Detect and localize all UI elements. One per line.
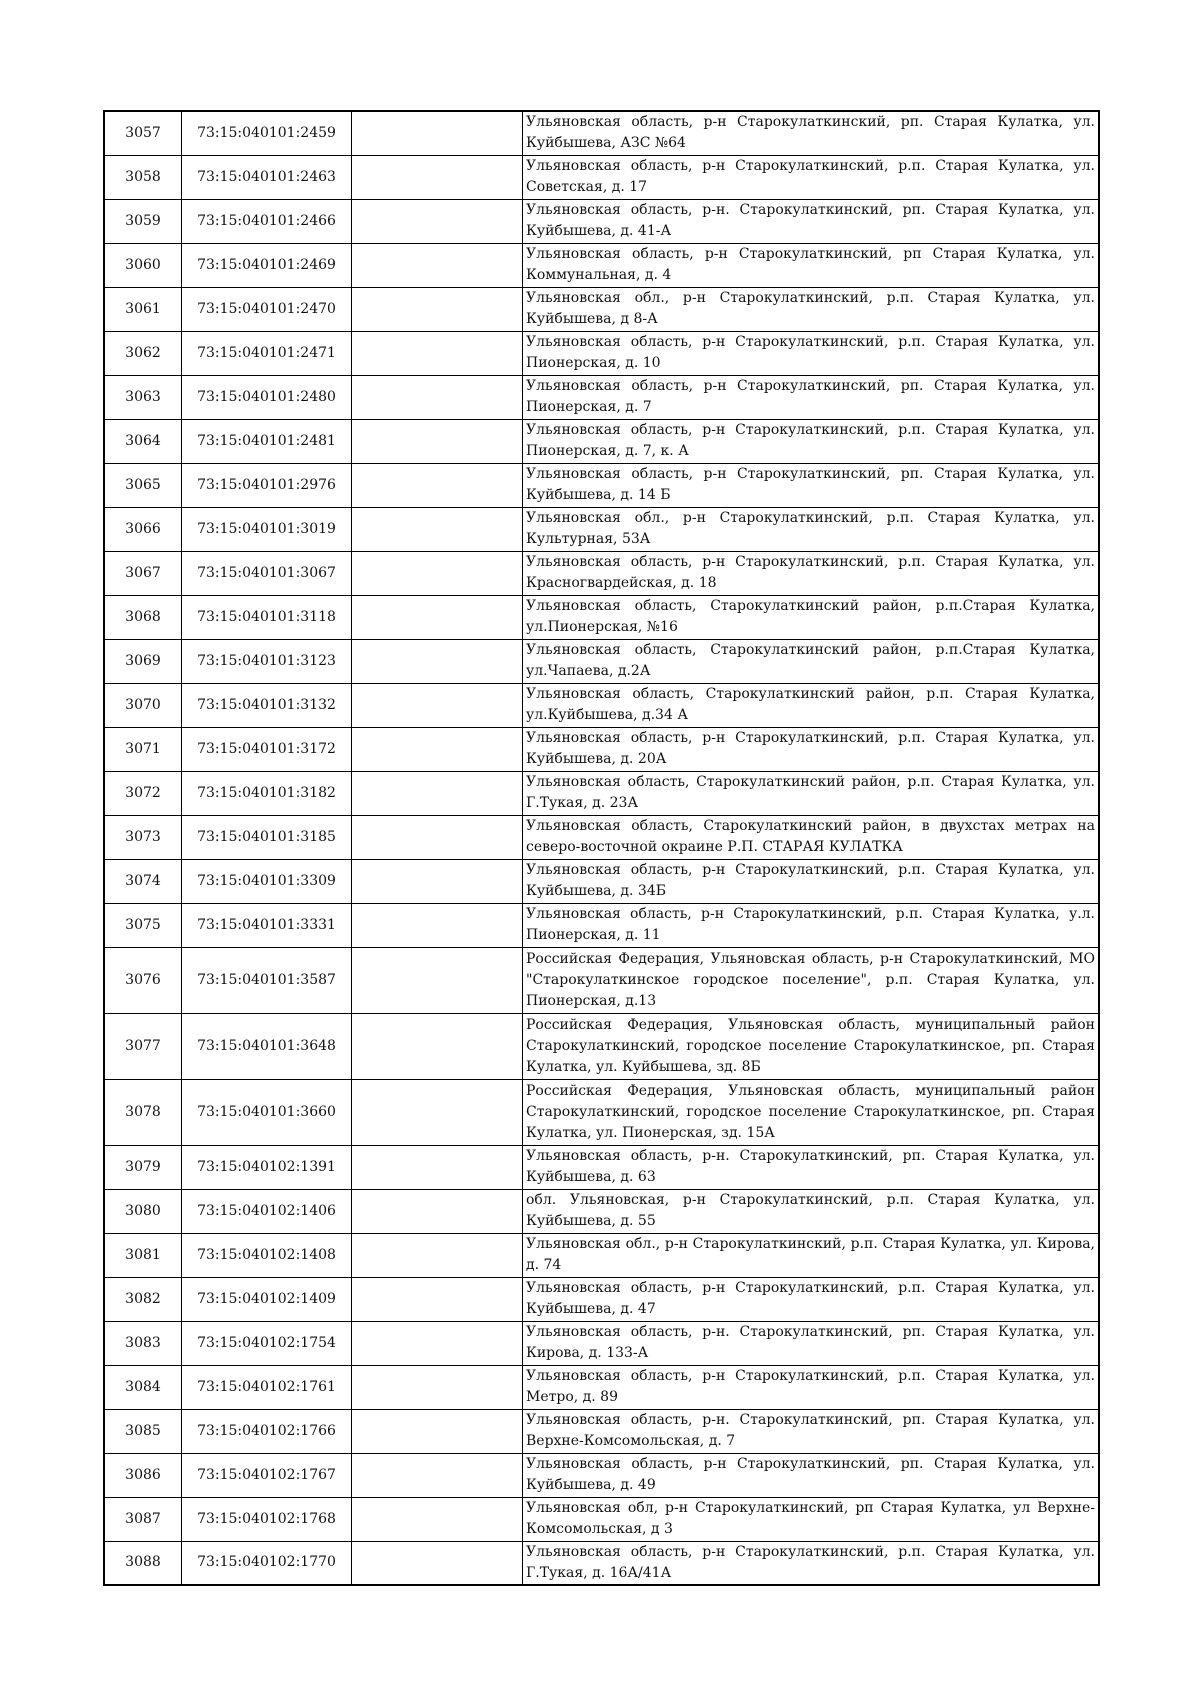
- cadastral-number-cell: 73:15:040101:3019: [182, 507, 352, 551]
- empty-cell: [352, 1497, 523, 1541]
- address-cell: Ульяновская область, р-н Старокулаткинский, р.п. Старая Кулатка, у.л. Пионерская, д. 11: [523, 903, 1100, 947]
- cadastral-number-cell: 73:15:040101:2480: [182, 375, 352, 419]
- row-number-cell: 3061: [104, 287, 182, 331]
- cadastral-number-cell: 73:15:040101:2466: [182, 199, 352, 243]
- address-cell: Ульяновская область, р-н Старокулаткинский, рп Старая Кулатка, ул. Коммунальная, д. 4: [523, 243, 1100, 287]
- registry-table: [103, 110, 1100, 1586]
- empty-cell: [352, 1453, 523, 1497]
- empty-cell: [352, 111, 523, 155]
- row-number-cell: 3080: [104, 1189, 182, 1233]
- row-number-cell: 3067: [104, 551, 182, 595]
- address-cell: Ульяновская область, р-н Старокулаткинский, р.п. Старая Кулатка, ул. Красногвардейская, д. 18: [523, 551, 1100, 595]
- row-number-cell: 3070: [104, 683, 182, 727]
- address-cell: Ульяновская обл., р-н Старокулаткинский, р.п. Старая Кулатка, ул. Культурная, 53А: [523, 507, 1100, 551]
- row-number-cell: 3087: [104, 1497, 182, 1541]
- table-row: [104, 727, 1099, 771]
- cadastral-number-cell: 73:15:040101:3182: [182, 771, 352, 815]
- row-number-cell: 3074: [104, 859, 182, 903]
- empty-cell: [352, 1079, 523, 1145]
- row-number-cell: 3077: [104, 1013, 182, 1079]
- cadastral-number-cell: 73:15:040101:2459: [182, 111, 352, 155]
- row-number-cell: 3088: [104, 1541, 182, 1585]
- table-row: [104, 1409, 1099, 1453]
- empty-cell: [352, 243, 523, 287]
- table-row: [104, 1365, 1099, 1409]
- row-number-cell: 3064: [104, 419, 182, 463]
- address-cell: Ульяновская обл., р-н Старокулаткинский, р.п. Старая Кулатка, ул. Кирова, д. 74: [523, 1233, 1100, 1277]
- empty-cell: [352, 507, 523, 551]
- table-row: [104, 1541, 1099, 1585]
- empty-cell: [352, 1233, 523, 1277]
- row-number-cell: 3086: [104, 1453, 182, 1497]
- empty-cell: [352, 683, 523, 727]
- row-number-cell: 3071: [104, 727, 182, 771]
- row-number-cell: 3078: [104, 1079, 182, 1145]
- table-row: [104, 1189, 1099, 1233]
- cadastral-number-cell: 73:15:040102:1754: [182, 1321, 352, 1365]
- table-row: [104, 1079, 1099, 1145]
- empty-cell: [352, 771, 523, 815]
- table-row: [104, 1145, 1099, 1189]
- table-row: [104, 1277, 1099, 1321]
- row-number-cell: 3081: [104, 1233, 182, 1277]
- cadastral-number-cell: 73:15:040101:3172: [182, 727, 352, 771]
- address-cell: Российская Федерация, Ульяновская область, муниципальный район Старокулаткинский, городское поселение Старокулаткинское, рп. Старая Кулатка, ул. Пионерская, зд. 15А: [523, 1079, 1100, 1145]
- cadastral-number-cell: 73:15:040102:1408: [182, 1233, 352, 1277]
- empty-cell: [352, 463, 523, 507]
- empty-cell: [352, 1013, 523, 1079]
- address-cell: Российская Федерация, Ульяновская область, р-н Старокулаткинский, МО "Старокулаткинское городское поселение", р.п. Старая Кулатка, ул. Пионерская, д.13: [523, 947, 1100, 1013]
- address-cell: Ульяновская область, р-н Старокулаткинский, рп. Старая Кулатка, ул. Куйбышева, д. 14 Б: [523, 463, 1100, 507]
- address-cell: Ульяновская область, р-н. Старокулаткинский, рп. Старая Кулатка, ул. Куйбышева, д. 63: [523, 1145, 1100, 1189]
- cadastral-number-cell: 73:15:040101:2976: [182, 463, 352, 507]
- row-number-cell: 3069: [104, 639, 182, 683]
- table-row: [104, 815, 1099, 859]
- table-row: [104, 243, 1099, 287]
- cadastral-number-cell: 73:15:040102:1766: [182, 1409, 352, 1453]
- empty-cell: [352, 331, 523, 375]
- row-number-cell: 3063: [104, 375, 182, 419]
- cadastral-number-cell: 73:15:040101:2463: [182, 155, 352, 199]
- empty-cell: [352, 1365, 523, 1409]
- table-row: [104, 903, 1099, 947]
- row-number-cell: 3068: [104, 595, 182, 639]
- row-number-cell: 3073: [104, 815, 182, 859]
- address-cell: Ульяновская область, р-н Старокулаткинский, р.п. Старая Кулатка, ул. Советская, д. 17: [523, 155, 1100, 199]
- address-cell: Ульяновская область, Старокулаткинский район, р.п. Старая Кулатка, ул. Г.Тукая, д. 23А: [523, 771, 1100, 815]
- empty-cell: [352, 375, 523, 419]
- empty-cell: [352, 1321, 523, 1365]
- empty-cell: [352, 1189, 523, 1233]
- address-cell: Ульяновская область, р-н Старокулаткинский, р.п. Старая Кулатка, ул. Метро, д. 89: [523, 1365, 1100, 1409]
- cadastral-number-cell: 73:15:040101:3185: [182, 815, 352, 859]
- cadastral-number-cell: 73:15:040101:3123: [182, 639, 352, 683]
- empty-cell: [352, 639, 523, 683]
- address-cell: обл. Ульяновская, р-н Старокулаткинский, р.п. Старая Кулатка, ул. Куйбышева, д. 55: [523, 1189, 1100, 1233]
- empty-cell: [352, 1277, 523, 1321]
- table-row: [104, 639, 1099, 683]
- table-row: [104, 375, 1099, 419]
- table-row: [104, 1453, 1099, 1497]
- address-cell: Ульяновская область, р-н. Старокулаткинский, рп. Старая Кулатка, ул. Кирова, д. 133-А: [523, 1321, 1100, 1365]
- cadastral-number-cell: 73:15:040101:3067: [182, 551, 352, 595]
- row-number-cell: 3057: [104, 111, 182, 155]
- table-row: [104, 771, 1099, 815]
- cadastral-number-cell: 73:15:040101:3331: [182, 903, 352, 947]
- cadastral-number-cell: 73:15:040101:2469: [182, 243, 352, 287]
- row-number-cell: 3066: [104, 507, 182, 551]
- address-cell: Ульяновская область, р-н Старокулаткинский, р.п. Старая Кулатка, ул. Куйбышева, д. 47: [523, 1277, 1100, 1321]
- address-cell: Ульяновская область, р-н Старокулаткинский, р.п. Старая Кулатка, ул. Г.Тукая, д. 16А/41А: [523, 1541, 1100, 1585]
- empty-cell: [352, 155, 523, 199]
- cadastral-number-cell: 73:15:040101:2481: [182, 419, 352, 463]
- address-cell: Ульяновская область, р-н Старокулаткинский, р.п. Старая Кулатка, ул. Пионерская, д. 7, к. А: [523, 419, 1100, 463]
- table-row: [104, 683, 1099, 727]
- cadastral-number-cell: 73:15:040102:1409: [182, 1277, 352, 1321]
- address-cell: Ульяновская область, р-н Старокулаткинский, рп. Старая Кулатка, ул. Пионерская, д. 7: [523, 375, 1100, 419]
- table-row: [104, 1497, 1099, 1541]
- empty-cell: [352, 1409, 523, 1453]
- row-number-cell: 3084: [104, 1365, 182, 1409]
- address-cell: Ульяновская область, р-н Старокулаткинский, рп. Старая Кулатка, ул. Куйбышева, АЗС №64: [523, 111, 1100, 155]
- table-row: [104, 1013, 1099, 1079]
- empty-cell: [352, 199, 523, 243]
- empty-cell: [352, 1541, 523, 1585]
- row-number-cell: 3059: [104, 199, 182, 243]
- cadastral-number-cell: 73:15:040101:2470: [182, 287, 352, 331]
- empty-cell: [352, 419, 523, 463]
- table-row: [104, 507, 1099, 551]
- row-number-cell: 3083: [104, 1321, 182, 1365]
- table-row: [104, 947, 1099, 1013]
- row-number-cell: 3075: [104, 903, 182, 947]
- registry-table-body: [104, 111, 1099, 1585]
- address-cell: Ульяновская область, Старокулаткинский район, р.п.Старая Кулатка, ул.Пионерская, №16: [523, 595, 1100, 639]
- cadastral-number-cell: 73:15:040101:3309: [182, 859, 352, 903]
- cadastral-number-cell: 73:15:040101:3660: [182, 1079, 352, 1145]
- address-cell: Ульяновская область, Старокулаткинский район, р.п. Старая Кулатка, ул.Куйбышева, д.34 А: [523, 683, 1100, 727]
- empty-cell: [352, 595, 523, 639]
- row-number-cell: 3062: [104, 331, 182, 375]
- address-cell: Ульяновская область, р-н Старокулаткинский, рп. Старая Кулатка, ул. Куйбышева, д. 49: [523, 1453, 1100, 1497]
- cadastral-number-cell: 73:15:040101:3648: [182, 1013, 352, 1079]
- cadastral-number-cell: 73:15:040102:1770: [182, 1541, 352, 1585]
- empty-cell: [352, 1145, 523, 1189]
- row-number-cell: 3058: [104, 155, 182, 199]
- address-cell: Ульяновская обл., р-н Старокулаткинский, р.п. Старая Кулатка, ул. Куйбышева, д 8-А: [523, 287, 1100, 331]
- address-cell: Ульяновская область, р-н Старокулаткинский, р.п. Старая Кулатка, ул. Куйбышева, д. 34Б: [523, 859, 1100, 903]
- row-number-cell: 3079: [104, 1145, 182, 1189]
- cadastral-number-cell: 73:15:040102:1767: [182, 1453, 352, 1497]
- cadastral-number-cell: 73:15:040102:1391: [182, 1145, 352, 1189]
- cadastral-number-cell: 73:15:040101:2471: [182, 331, 352, 375]
- cadastral-number-cell: 73:15:040102:1761: [182, 1365, 352, 1409]
- cadastral-number-cell: 73:15:040102:1406: [182, 1189, 352, 1233]
- table-row: [104, 595, 1099, 639]
- row-number-cell: 3076: [104, 947, 182, 1013]
- address-cell: Ульяновская обл, р-н Старокулаткинский, рп Старая Кулатка, ул Верхне-Комсомольская, д 3: [523, 1497, 1100, 1541]
- empty-cell: [352, 903, 523, 947]
- empty-cell: [352, 947, 523, 1013]
- row-number-cell: 3065: [104, 463, 182, 507]
- address-cell: Ульяновская область, р-н Старокулаткинский, р.п. Старая Кулатка, ул. Куйбышева, д. 20А: [523, 727, 1100, 771]
- empty-cell: [352, 287, 523, 331]
- empty-cell: [352, 815, 523, 859]
- empty-cell: [352, 551, 523, 595]
- table-row: [104, 1321, 1099, 1365]
- address-cell: Ульяновская область, Старокулаткинский район, в двухстах метрах на северо-восточной окраине Р.П. СТАРАЯ КУЛАТКА: [523, 815, 1100, 859]
- table-row: [104, 199, 1099, 243]
- cadastral-number-cell: 73:15:040101:3587: [182, 947, 352, 1013]
- address-cell: Ульяновская область, Старокулаткинский район, р.п.Старая Кулатка, ул.Чапаева, д.2А: [523, 639, 1100, 683]
- table-row: [104, 331, 1099, 375]
- table-row: [104, 859, 1099, 903]
- table-row: [104, 419, 1099, 463]
- address-cell: Ульяновская область, р-н Старокулаткинский, р.п. Старая Кулатка, ул. Пионерская, д. 10: [523, 331, 1100, 375]
- table-row: [104, 1233, 1099, 1277]
- address-cell: Ульяновская область, р-н. Старокулаткинский, рп. Старая Кулатка, ул. Верхне-Комсомольская, д. 7: [523, 1409, 1100, 1453]
- cadastral-number-cell: 73:15:040101:3132: [182, 683, 352, 727]
- row-number-cell: 3060: [104, 243, 182, 287]
- empty-cell: [352, 859, 523, 903]
- row-number-cell: 3072: [104, 771, 182, 815]
- address-cell: Российская Федерация, Ульяновская область, муниципальный район Старокулаткинский, городское поселение Старокулаткинское, рп. Старая Кулатка, ул. Куйбышева, зд. 8Б: [523, 1013, 1100, 1079]
- row-number-cell: 3082: [104, 1277, 182, 1321]
- empty-cell: [352, 727, 523, 771]
- table-row: [104, 551, 1099, 595]
- table-row: [104, 111, 1099, 155]
- address-cell: Ульяновская область, р-н. Старокулаткинский, рп. Старая Кулатка, ул. Куйбышева, д. 41-А: [523, 199, 1100, 243]
- table-row: [104, 287, 1099, 331]
- table-row: [104, 463, 1099, 507]
- table-row: [104, 155, 1099, 199]
- row-number-cell: 3085: [104, 1409, 182, 1453]
- cadastral-number-cell: 73:15:040101:3118: [182, 595, 352, 639]
- cadastral-number-cell: 73:15:040102:1768: [182, 1497, 352, 1541]
